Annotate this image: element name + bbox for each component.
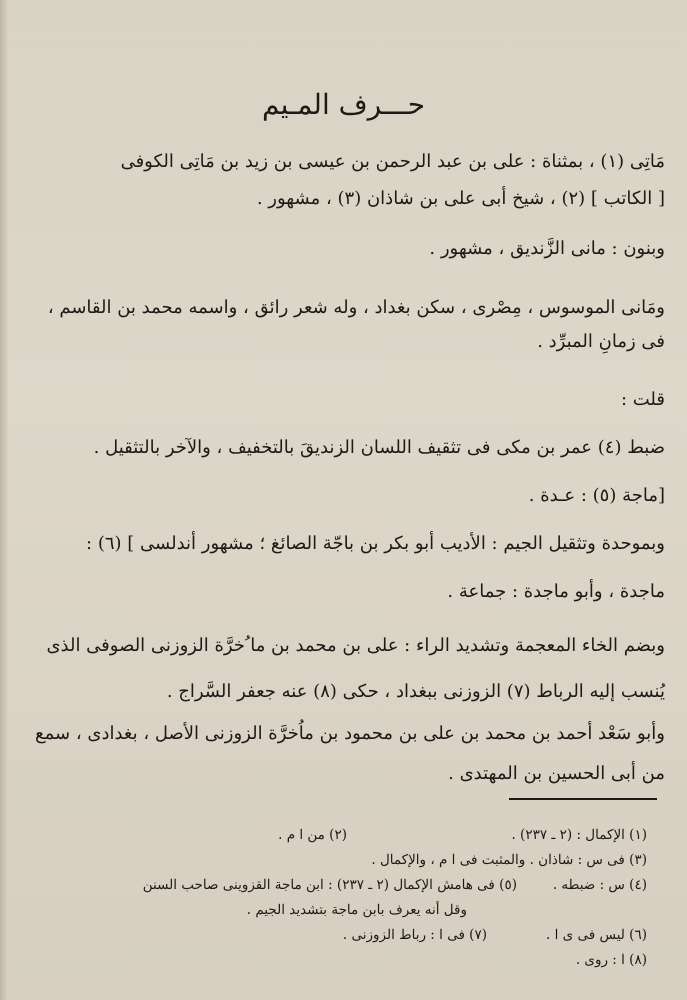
- footnote-1: (١) الإكمال : (٢ ـ ٢٣٧) .: [511, 827, 647, 843]
- body-line-3: وبنون : مانى الزَّنديق ، مشهور .: [429, 238, 665, 259]
- footnote-5-continued: وقل أنه يعرف بابن ماجة بتشديد الجيم .: [246, 902, 467, 918]
- body-line-7: ضبط (٤) عمر بن مكى فى تثقيف اللسان الزنديقَ بالتخفيف ، والآخر بالتثقيل .: [93, 437, 665, 458]
- footnote-7: (٧) فى ا : رباط الزوزنى .: [342, 927, 487, 943]
- body-line-12: يُنسب إليه الرباط (٧) الزوزنى ببغداد ، حكى (٨) عنه جعفر السَّراج .: [166, 681, 665, 702]
- body-line-8: [ماجة (٥) : عـدة .: [528, 485, 665, 506]
- body-line-6: قلت :: [620, 389, 665, 410]
- footnote-8: (٨) ا : روى .: [575, 952, 647, 968]
- body-line-4: ومَانى الموسوس ، مِصْرى ، سكن بغداد ، وله شعر رائق ، واسمه محمد بن القاسم ،: [47, 297, 665, 318]
- body-line-11: وبضم الخاء المعجمة وتشديد الراء : على بن محمد بن ما ُخرَّة الزوزنى الصوفى الذى: [46, 635, 665, 656]
- footnote-5: (٥) فى هامش الإكمال (٢ ـ ٢٣٧) : ابن ماجة القزوينى صاحب السنن: [142, 877, 517, 893]
- footnote-4: (٤) س : ضبطه .: [552, 877, 647, 893]
- body-line-2: [ الكاتب ] (٢) ، شيخ أبى على بن شاذان (٣) ، مشهور .: [256, 188, 665, 209]
- page-heading: حـــرف المـيم: [261, 88, 426, 121]
- body-line-5: فى زمانِ المبرِّد .: [537, 331, 665, 352]
- body-line-13: وأبو سَعْد أحمد بن محمد بن على بن محمود بن ماُخرَّة الزوزنى الأصل ، بغدادى ، سمع: [35, 723, 665, 744]
- footnote-3: (٣) فى س : شاذان . والمثبت فى ا م ، والإكمال .: [371, 852, 647, 868]
- body-line-1: مَاتِى (١) ، بمثناة : على بن عبد الرحمن بن عيسى بن زيد بن مَاتِى الكوفى: [120, 151, 665, 172]
- footnote-6: (٦) ليس فى ى ا .: [546, 927, 647, 943]
- body-line-10: ماجدة ، وأبو ماجدة : جماعة .: [447, 581, 665, 602]
- footnote-2: (٢) من ا م .: [278, 827, 347, 843]
- body-line-9: وبموحدة وتثقيل الجيم : الأديب أبو بكر بن باجّة الصائغ ؛ مشهور أندلسى ] (٦) :: [86, 533, 665, 554]
- body-line-14: من أبى الحسين بن المهتدى .: [448, 763, 665, 784]
- footnote-separator: [509, 798, 657, 800]
